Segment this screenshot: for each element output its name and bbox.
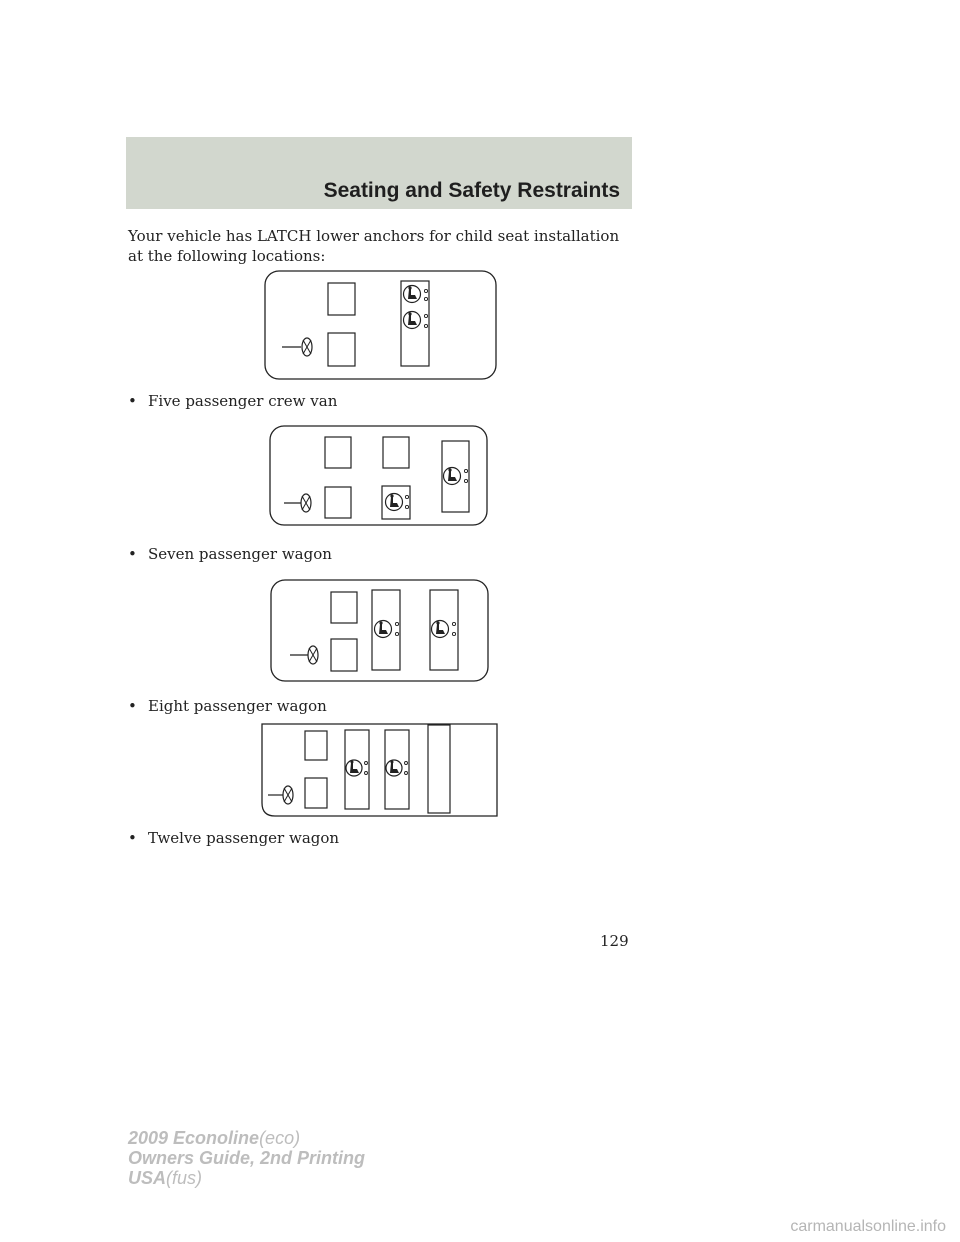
footer [128,1128,365,1188]
child-seat-icon [404,312,421,329]
header-band [126,137,632,209]
front-seat-driver [328,333,355,366]
footer-model: 2009 Econoline [128,1128,260,1148]
caption-text: Eight passenger wagon [148,697,327,715]
section-title: Seating and Safety Restraints [323,179,620,202]
caption-twelve-passenger [128,828,339,848]
caption-seven-passenger [128,544,332,564]
caption-five-passenger [128,391,337,411]
seating-diagram-seven-passenger [269,425,489,527]
child-seat-icon [386,494,403,511]
footer-model-code: (eco) [259,1128,301,1148]
child-seat-icon [432,621,449,638]
caption-eight-passenger [128,696,327,716]
child-seat-icon [444,468,461,485]
front-seat-passenger [328,283,355,315]
front-seat-passenger [305,731,327,760]
page-number: 129 [600,932,629,950]
front-seat-driver [325,487,351,518]
footer-line-3 [128,1168,365,1188]
caption-text: Twelve passenger wagon [148,829,340,847]
footer-line-1 [128,1128,365,1148]
front-seat-driver [305,778,327,808]
seating-diagram-twelve-passenger [261,723,499,819]
child-seat-icon [375,621,392,638]
bullet: • [128,697,137,715]
caption-text: Five passenger crew van [148,392,338,410]
front-seat-passenger [325,437,351,468]
caption-text: Seven passenger wagon [148,545,332,563]
child-seat-icon [386,760,402,776]
watermark: carmanualsonline.info [790,1218,946,1235]
bullet: • [128,829,137,847]
seating-diagram-eight-passenger [270,579,490,683]
child-seat-icon [346,760,362,776]
front-seat-driver [331,639,357,671]
bullet: • [128,392,137,410]
bullet: • [128,545,137,563]
footer-market-code: (fus) [166,1168,203,1188]
footer-market: USA [128,1168,167,1188]
front-seat-passenger [331,592,357,623]
rear-bench [428,725,450,813]
middle-seat-right [383,437,409,468]
footer-line-2: Owners Guide, 2nd Printing [128,1148,366,1168]
child-seat-icon [404,286,421,303]
seating-diagram-five-passenger [264,270,498,382]
intro-text: Your vehicle has LATCH lower anchors for child seat installation at the following locations: [128,227,620,265]
